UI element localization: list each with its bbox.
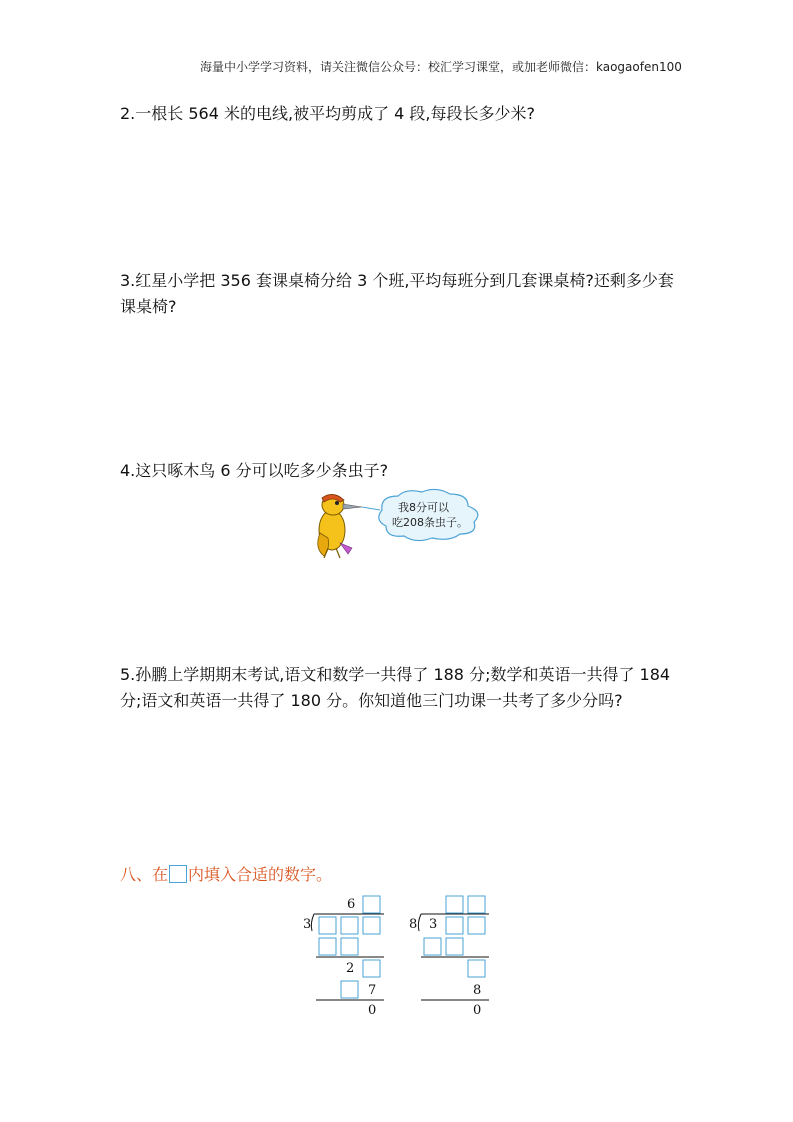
blank-box[interactable] (319, 938, 336, 955)
bubble-line-1: 我8分可以 (398, 501, 449, 514)
quotient-digit: 6 (347, 897, 356, 912)
blank-box[interactable] (446, 896, 463, 913)
question-2: 2.一根长 564 米的电线,被平均剪成了 4 段,每段长多少米? (120, 104, 535, 123)
partial-digit-2: 2 (346, 961, 355, 976)
blank-box[interactable] (468, 896, 485, 913)
blank-box[interactable] (446, 917, 463, 934)
long-division-2 (405, 893, 500, 1018)
long-division-1 (300, 893, 400, 1018)
dividend-digit-3: 3 (429, 917, 438, 932)
partial-digit-7: 7 (368, 983, 377, 998)
blank-box[interactable] (341, 917, 358, 934)
woodpecker-illustration (300, 488, 490, 568)
remainder: 0 (368, 1003, 377, 1018)
blank-box[interactable] (446, 938, 463, 955)
blank-box[interactable] (319, 917, 336, 934)
bubble-line-2: 吃208条虫子。 (392, 516, 468, 529)
blank-box[interactable] (363, 960, 380, 977)
divisor: 3 (303, 917, 312, 932)
blank-box[interactable] (468, 917, 485, 934)
blank-box[interactable] (424, 938, 441, 955)
blank-box[interactable] (341, 938, 358, 955)
remainder: 0 (473, 1003, 482, 1018)
section-8-title (120, 862, 332, 885)
question-3: 3.红星小学把 356 套课桌椅分给 3 个班,平均每班分到几套课桌椅?还剩多少套课桌椅? (120, 271, 674, 316)
question-4: 4.这只啄木鸟 6 分可以吃多少条虫子? (120, 461, 389, 480)
question-5: 5.孙鹏上学期期末考试,语文和数学一共得了 188 分;数学和英语一共得了 184 分;语文和英语一共得了 180 分。你知道他三门功课一共考了多少分吗? (120, 665, 671, 710)
section-8-suffix: 内填入合适的数字。 (188, 865, 333, 884)
blank-box-icon (169, 865, 187, 883)
divisor: 8 (409, 917, 418, 932)
blank-box[interactable] (363, 917, 380, 934)
blank-box[interactable] (341, 981, 358, 998)
page-header: 海量中小学学习资料，请关注微信公众号：校汇学习课堂，或加老师微信：kaogaofen100 (200, 60, 682, 74)
blank-box[interactable] (468, 960, 485, 977)
speech-bubble (379, 489, 478, 540)
blank-box[interactable] (363, 896, 380, 913)
woodpecker-icon (318, 494, 362, 558)
partial-digit-8: 8 (473, 983, 482, 998)
section-8-prefix: 八、在 (120, 865, 169, 884)
